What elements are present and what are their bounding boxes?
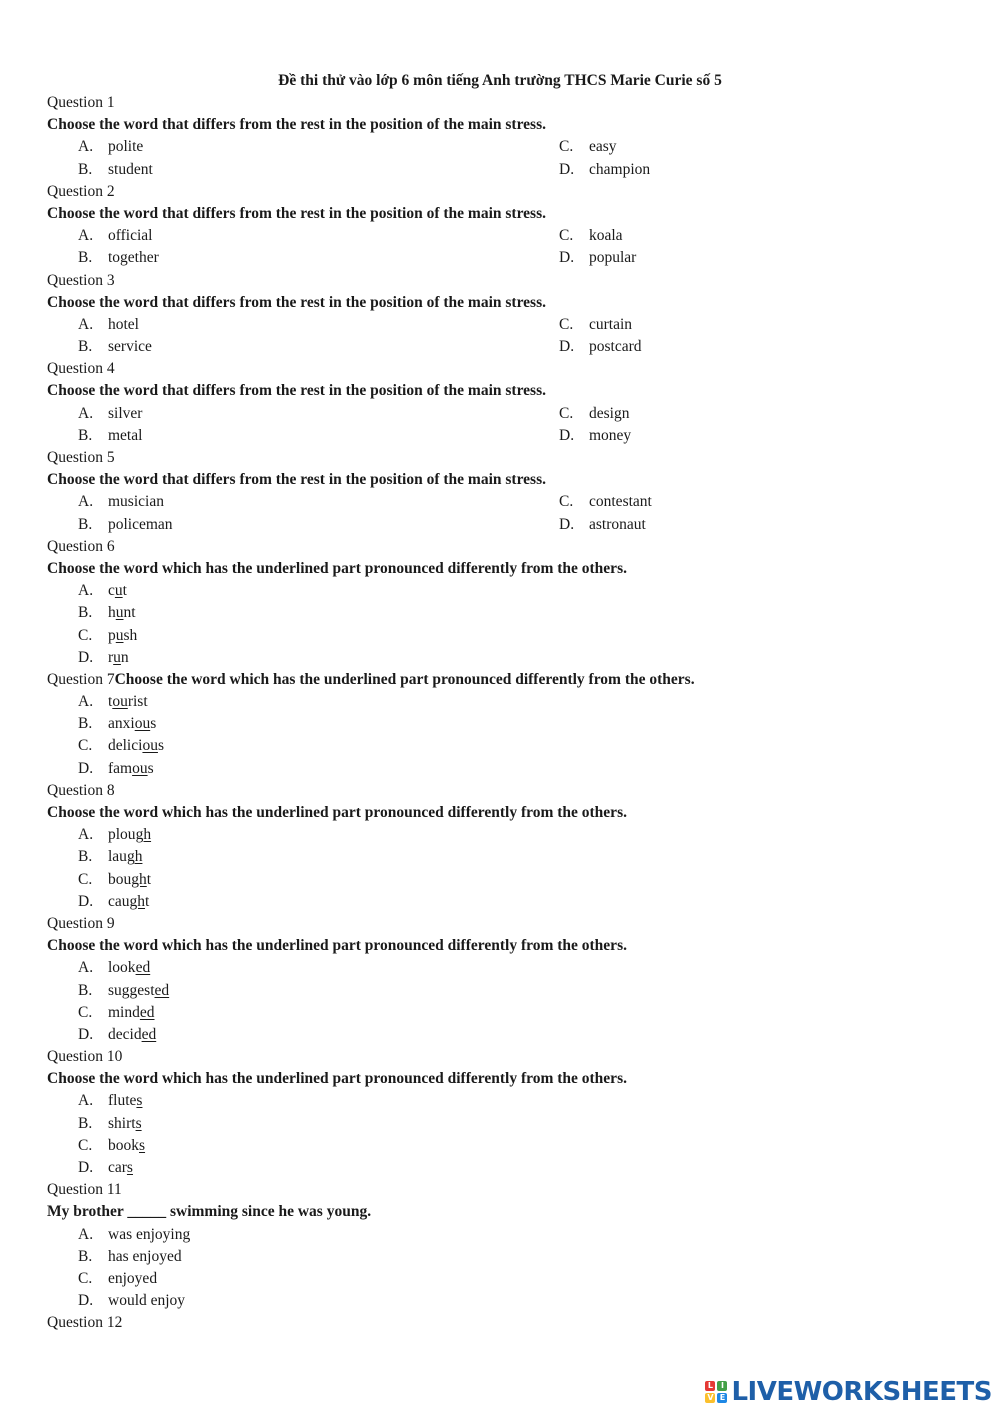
answer-option[interactable] — [78, 514, 173, 536]
option-letter: C. — [78, 1269, 93, 1287]
option-underlined-part: gh — [135, 826, 152, 844]
answer-option[interactable] — [559, 514, 646, 536]
question-prompt-line — [47, 935, 967, 957]
option-content — [78, 602, 136, 624]
option-underlined-part: u — [113, 648, 121, 666]
option-letter: C. — [559, 404, 574, 422]
option-text-pre: p — [108, 626, 116, 644]
option-letter: D. — [78, 759, 94, 777]
question-prompt-line — [47, 292, 967, 314]
option-letter: D. — [78, 1025, 94, 1043]
answer-option[interactable] — [47, 891, 967, 913]
question-list — [47, 92, 967, 1335]
question-header — [47, 780, 967, 802]
question-prompt: My brother _____ swimming since he was young. — [47, 1203, 372, 1221]
option-content — [78, 1024, 156, 1046]
option-content — [78, 713, 156, 735]
answer-option[interactable] — [47, 1002, 967, 1024]
option-underlined-part: s — [126, 1159, 133, 1176]
option-text-pre: cau — [108, 892, 130, 910]
option-letter: D. — [559, 249, 575, 267]
option-letter: D. — [559, 515, 575, 533]
answer-option[interactable] — [47, 1090, 967, 1112]
question-header — [47, 270, 967, 292]
option-row — [47, 159, 967, 181]
option-letter: A. — [78, 404, 94, 422]
logo-text: LIVEWORKSHEETS — [731, 1377, 992, 1407]
answer-option[interactable] — [559, 247, 636, 269]
option-text: was enjoying — [108, 1225, 191, 1243]
option-text: student — [108, 160, 153, 178]
option-row — [47, 225, 967, 247]
question-label: Question 2 — [47, 182, 115, 200]
option-underlined-part: s — [139, 1136, 146, 1154]
option-letter: B. — [78, 338, 93, 356]
option-underlined-part: u — [115, 604, 124, 622]
option-letter: B. — [78, 426, 93, 444]
option-underlined-part: ed — [139, 1003, 155, 1021]
option-letter: B. — [78, 604, 93, 622]
answer-option[interactable] — [47, 625, 967, 647]
answer-option[interactable] — [78, 336, 152, 358]
option-letter: A. — [78, 1092, 94, 1110]
answer-option[interactable] — [47, 1135, 967, 1157]
option-underlined-part: gh — [131, 870, 147, 888]
option-letter: C. — [78, 1136, 93, 1154]
option-letter: D. — [78, 648, 94, 666]
option-text: service — [108, 338, 152, 356]
option-letter: D. — [559, 426, 575, 444]
option-content — [78, 735, 164, 757]
question-header — [47, 913, 967, 935]
question-prompt-line — [47, 114, 967, 136]
option-content — [78, 1135, 145, 1157]
option-text: curtain — [589, 315, 633, 333]
logo-tile: E — [717, 1393, 727, 1403]
question-label: Question 1 — [47, 94, 115, 111]
question-prompt: Choose the word that differs from the rest in the position of the main stress. — [47, 471, 546, 489]
option-letter: C. — [78, 626, 93, 644]
option-letter: B. — [78, 1247, 93, 1265]
question-prompt-line — [47, 802, 967, 824]
question-header — [47, 1179, 967, 1201]
option-content — [78, 1002, 155, 1024]
option-text: money — [589, 426, 632, 444]
question-label: Question 10 — [47, 1048, 123, 1066]
option-underlined-part: ou — [132, 759, 148, 777]
option-text: official — [108, 227, 153, 245]
option-text-post: t — [146, 870, 152, 888]
option-letter: D. — [78, 1292, 94, 1310]
answer-option[interactable] — [78, 425, 142, 447]
answer-option[interactable] — [47, 713, 967, 735]
option-letter: C. — [559, 315, 574, 333]
option-content — [78, 1157, 133, 1179]
option-letter: B. — [78, 515, 93, 533]
answer-option[interactable] — [47, 1246, 967, 1268]
option-letter: C. — [559, 138, 574, 156]
option-text-pre: t — [108, 693, 113, 711]
answer-option[interactable] — [559, 136, 617, 158]
answer-option[interactable] — [47, 758, 967, 780]
option-text: together — [108, 249, 159, 267]
option-underlined-part: ed — [135, 959, 151, 977]
option-underlined-part: gh — [129, 892, 146, 910]
option-letter: A. — [78, 493, 94, 511]
question-label: Question 3 — [47, 271, 115, 289]
question-prompt: Choose the word that differs from the rest in the position of the main stress. — [47, 116, 546, 134]
option-text: musician — [108, 493, 164, 511]
question-label: Question 4 — [47, 360, 115, 378]
option-content — [78, 957, 150, 979]
option-letter: D. — [78, 892, 94, 910]
option-content — [78, 891, 149, 913]
question-prompt: Choose the word which has the underlined part pronounced differently from the others. — [114, 670, 695, 688]
option-row — [47, 514, 967, 536]
option-text-post: nt — [123, 604, 136, 622]
option-row — [47, 425, 967, 447]
option-underlined-part: ou — [134, 715, 151, 733]
option-text-pre: r — [108, 648, 114, 666]
option-text-pre: h — [108, 604, 116, 622]
answer-option[interactable] — [78, 491, 164, 513]
option-content — [78, 824, 151, 846]
answer-option[interactable] — [47, 735, 967, 757]
question-header — [47, 536, 967, 558]
option-underlined-part: s — [135, 1114, 142, 1132]
question-header — [47, 669, 967, 691]
answer-option[interactable] — [78, 159, 153, 181]
answer-option[interactable] — [559, 159, 650, 181]
question-label: Question 12 — [47, 1314, 123, 1332]
option-text-pre: delici — [108, 737, 143, 755]
option-letter: C. — [559, 493, 574, 511]
option-text-post: rist — [127, 693, 148, 711]
option-content — [78, 980, 169, 1002]
option-text-pre: look — [108, 959, 136, 977]
option-text-pre: fam — [108, 759, 133, 777]
option-text-post: s — [150, 715, 157, 733]
option-content — [78, 647, 129, 669]
option-row — [47, 336, 967, 358]
option-text-pre: car — [108, 1159, 127, 1176]
question-prompt: Choose the word that differs from the rest in the position of the main stress. — [47, 204, 546, 222]
option-content — [78, 1113, 142, 1135]
answer-option[interactable] — [559, 425, 631, 447]
answer-option[interactable] — [47, 869, 967, 891]
option-text: would enjoy — [108, 1292, 186, 1310]
option-text-pre: lau — [108, 848, 127, 866]
logo-tile: L — [705, 1381, 715, 1391]
question-header — [47, 1312, 967, 1334]
option-content — [78, 625, 137, 647]
answer-option[interactable] — [47, 1268, 967, 1290]
question-prompt-line — [47, 203, 967, 225]
option-letter: A. — [78, 826, 94, 844]
option-text-pre: flute — [108, 1092, 137, 1110]
option-text-post: t — [122, 582, 127, 600]
option-text: hotel — [108, 315, 139, 333]
option-letter: B. — [78, 1114, 93, 1132]
option-letter: C. — [78, 737, 93, 755]
option-text: popular — [589, 249, 637, 267]
option-content — [78, 1268, 157, 1290]
option-letter: A. — [78, 138, 94, 156]
option-text: champion — [589, 160, 651, 178]
question-prompt-line — [47, 558, 967, 580]
option-row — [47, 136, 967, 158]
answer-option[interactable] — [47, 647, 967, 669]
option-letter: C. — [78, 870, 93, 888]
option-letter: B. — [78, 715, 93, 733]
question-header — [47, 92, 967, 114]
answer-option[interactable] — [559, 336, 642, 358]
option-text: easy — [589, 138, 617, 156]
option-underlined-part: u — [115, 626, 124, 644]
option-letter: D. — [559, 160, 575, 178]
answer-option[interactable] — [47, 824, 967, 846]
logo-grid-icon — [705, 1381, 727, 1403]
answer-option[interactable] — [47, 580, 967, 602]
liveworksheets-logo — [705, 1377, 992, 1407]
option-text-post: s — [147, 759, 154, 777]
answer-option[interactable] — [47, 1113, 967, 1135]
option-text: contestant — [589, 493, 652, 511]
answer-option[interactable] — [78, 403, 142, 425]
answer-option[interactable] — [47, 1224, 967, 1246]
option-text: silver — [108, 404, 143, 422]
option-text-pre: bou — [108, 870, 132, 888]
answer-option[interactable] — [78, 247, 159, 269]
worksheet-title: Đề thi thử vào lớp 6 môn tiếng Anh trường THCS Marie Curie số 5 — [278, 72, 722, 89]
answer-option[interactable] — [78, 314, 139, 336]
option-text-post: s — [157, 737, 164, 755]
option-text: design — [589, 404, 630, 422]
option-letter: A. — [78, 315, 94, 333]
option-text-pre: shirt — [108, 1114, 136, 1132]
option-content — [78, 869, 151, 891]
option-row — [47, 247, 967, 269]
answer-option[interactable] — [47, 957, 967, 979]
option-text-pre: plou — [108, 826, 136, 844]
option-letter: B. — [78, 160, 93, 178]
option-content — [78, 758, 154, 780]
option-letter: B. — [78, 249, 93, 267]
option-underlined-part: gh — [126, 848, 143, 866]
option-text: metal — [108, 426, 143, 444]
option-text-pre: decid — [108, 1025, 142, 1043]
option-text: has enjoyed — [108, 1247, 182, 1265]
option-content — [78, 580, 127, 602]
option-text-post: sh — [123, 626, 138, 644]
answer-option[interactable] — [78, 225, 152, 247]
answer-option[interactable] — [47, 1024, 967, 1046]
option-text-pre: c — [108, 582, 115, 600]
option-content — [78, 846, 142, 868]
answer-option[interactable] — [47, 980, 967, 1002]
option-text: koala — [589, 227, 623, 245]
question-prompt: Choose the word which has the underlined part pronounced differently from the others. — [47, 1070, 627, 1088]
option-underlined-part: u — [114, 582, 123, 600]
option-underlined-part: ou — [142, 737, 158, 755]
option-text-pre: suggest — [108, 981, 155, 999]
question-header — [47, 358, 967, 380]
option-text-pre: book — [108, 1136, 139, 1154]
option-text: policeman — [108, 515, 173, 533]
question-prompt-line — [47, 380, 967, 402]
option-letter: A. — [78, 582, 94, 600]
option-letter: D. — [78, 1159, 94, 1176]
question-label: Question 7 — [47, 670, 115, 688]
option-letter: D. — [559, 338, 575, 356]
answer-option[interactable] — [47, 602, 967, 624]
answer-option[interactable] — [78, 136, 143, 158]
option-content — [78, 1290, 185, 1312]
question-label: Question 9 — [47, 914, 115, 932]
option-letter: C. — [559, 227, 574, 245]
answer-option[interactable] — [559, 491, 652, 513]
answer-option[interactable] — [559, 225, 623, 247]
answer-option[interactable] — [559, 314, 632, 336]
logo-tile: I — [717, 1381, 727, 1391]
option-letter: A. — [78, 227, 94, 245]
question-prompt: Choose the word which has the underlined part pronounced differently from the others. — [47, 559, 627, 577]
option-text: polite — [108, 138, 144, 156]
question-prompt: Choose the word that differs from the rest in the position of the main stress. — [47, 293, 546, 311]
answer-option[interactable] — [47, 1157, 967, 1179]
question-prompt-line — [47, 469, 967, 491]
question-header — [47, 1046, 967, 1068]
question-header — [47, 447, 967, 469]
option-content — [78, 691, 148, 713]
logo-tile: V — [707, 1393, 714, 1402]
question-header — [47, 181, 967, 203]
option-letter: A. — [78, 1225, 94, 1243]
option-row — [47, 491, 967, 513]
option-letter: C. — [78, 1003, 93, 1021]
question-prompt-line — [47, 1068, 967, 1090]
option-text-pre: anxi — [108, 715, 135, 733]
option-text: astronaut — [589, 515, 646, 533]
option-text-pre: mind — [108, 1003, 140, 1021]
answer-option[interactable] — [47, 846, 967, 868]
option-text-post: n — [120, 648, 129, 666]
question-label: Question 5 — [47, 449, 115, 466]
option-content — [78, 1224, 190, 1246]
option-text-post: t — [145, 892, 150, 910]
question-prompt-line — [47, 1201, 967, 1223]
answer-option[interactable] — [47, 691, 967, 713]
option-text: enjoyed — [108, 1269, 158, 1287]
option-row — [47, 403, 967, 425]
question-label: Question 6 — [47, 537, 115, 555]
question-prompt: Choose the word which has the underlined part pronounced differently from the others. — [47, 804, 627, 821]
option-underlined-part: ed — [154, 981, 170, 999]
answer-option[interactable] — [47, 1290, 967, 1312]
option-underlined-part: s — [136, 1092, 143, 1110]
question-prompt: Choose the word that differs from the rest in the position of the main stress. — [47, 382, 546, 400]
option-letter: A. — [78, 959, 94, 977]
option-text: postcard — [589, 338, 642, 356]
option-letter: B. — [78, 848, 93, 866]
option-letter: B. — [78, 981, 93, 999]
question-label: Question 8 — [47, 781, 115, 799]
option-underlined-part: ed — [141, 1025, 157, 1043]
question-label: Question 11 — [47, 1181, 122, 1199]
option-content — [78, 1090, 142, 1112]
option-underlined-part: ou — [112, 693, 128, 711]
question-prompt: Choose the word which has the underlined part pronounced differently from the others. — [47, 937, 627, 955]
option-letter: A. — [78, 693, 94, 711]
answer-option[interactable] — [559, 403, 629, 425]
option-content — [78, 1246, 182, 1268]
option-row — [47, 314, 967, 336]
